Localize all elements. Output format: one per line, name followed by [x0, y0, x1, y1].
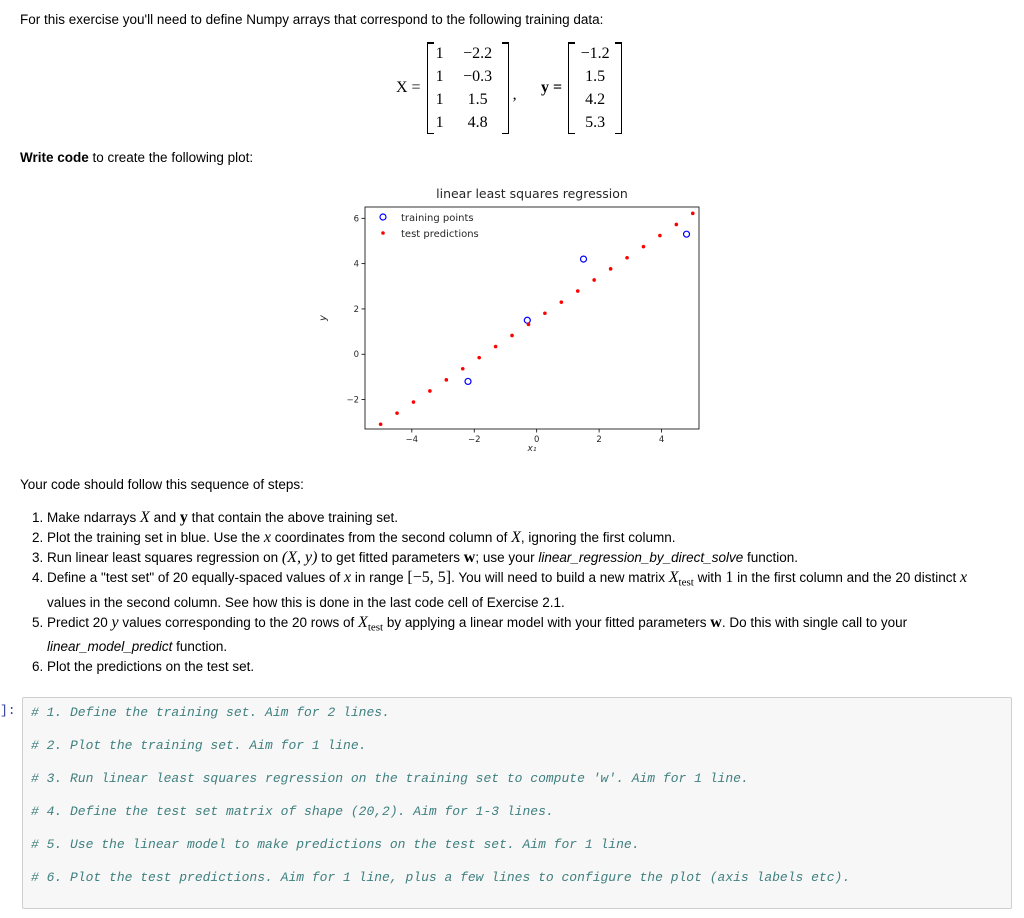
matrix-comma: ,	[512, 86, 517, 103]
vector-y-label-text: y =	[541, 79, 563, 96]
vector-y-body	[568, 42, 622, 134]
test-prediction-point	[560, 300, 564, 304]
code-line[interactable]: # 2. Plot the training set. Aim for 1 line.	[31, 738, 367, 753]
test-prediction-point	[428, 389, 432, 393]
test-prediction-point	[625, 256, 629, 260]
y-tick-label: 6	[353, 214, 359, 225]
matrix-x-label: X =	[396, 79, 421, 96]
vector-y-row	[572, 111, 618, 134]
x-axis-label: x₁	[527, 444, 537, 454]
x-tick-label: 0	[533, 435, 540, 445]
steps-intro: Your code should follow this sequence of steps:	[20, 477, 304, 492]
test-prediction-point	[576, 289, 580, 293]
step-4: 4. Define a "test set" of 20 equally-spaced values of x in range [−5, 5]. You will need to build a new matrix $X_{test}$ with 1 in the first column and the 20 distinct x values in the second column. See how this is done in the last code cell of Exercise 2.1.	[47, 568, 980, 613]
matrix-cell: 1.5	[467, 90, 488, 108]
matrix-cell: 1	[435, 90, 444, 108]
matrix-cell: 1	[435, 44, 444, 62]
y-tick-label: 0	[353, 350, 359, 361]
matrix-x-row	[430, 111, 506, 134]
y-tick-label: 4	[353, 259, 359, 270]
step-1: 1. Make ndarrays X and y that contain the above training set.	[47, 508, 980, 528]
step-6: 6. Plot the predictions on the test set.	[47, 657, 980, 677]
matrix-x	[396, 40, 517, 136]
write-code-text	[20, 149, 253, 167]
test-prediction-point	[543, 311, 547, 315]
x-tick-label: 2	[596, 435, 602, 445]
intro-text: For this exercise you'll need to define Numpy arrays that correspond to the following training data:	[20, 12, 604, 27]
vector-cell: 1.5	[585, 67, 606, 85]
y-axis-label: y	[318, 315, 329, 321]
vector-y-row	[572, 88, 618, 111]
chart-title: linear least squares regression	[436, 186, 628, 201]
code-cell-editor[interactable]	[22, 697, 1012, 909]
test-prediction-point	[395, 411, 399, 415]
test-prediction-point	[510, 334, 514, 338]
training-point	[581, 256, 587, 262]
test-prediction-point	[642, 245, 646, 249]
y-tick-label: −2	[346, 395, 359, 406]
test-prediction-point	[445, 378, 449, 382]
code-line[interactable]: # 1. Define the training set. Aim for 2 lines.	[31, 705, 390, 720]
training-point	[465, 378, 471, 384]
legend-label-test: test predictions	[401, 229, 479, 240]
vector-y-label	[541, 79, 562, 97]
vector-y	[541, 40, 622, 136]
matrix-x-row	[430, 65, 506, 88]
step-3: 3. Run linear least squares regression on (X, y) to get fitted parameters w; use your linear_regression_by_direct_solve function.	[47, 548, 980, 568]
matrix-x-row	[430, 42, 506, 65]
matrix-cell: 1	[435, 67, 444, 85]
legend-marker-test	[381, 231, 385, 235]
plot-frame	[365, 207, 699, 429]
y-tick-label: 2	[353, 304, 359, 315]
regression-chart	[306, 180, 726, 470]
code-line[interactable]: # 4. Define the test set matrix of shape (20,2). Aim for 1-3 lines.	[31, 804, 554, 819]
vector-y-row	[572, 65, 618, 88]
x-tick-label: −2	[467, 435, 481, 445]
vector-y-row	[572, 42, 618, 65]
vector-cell: 4.2	[585, 90, 606, 108]
steps-list	[20, 508, 980, 677]
x-tick-label: 4	[658, 435, 665, 445]
test-prediction-point	[494, 345, 498, 349]
matrix-cell: −2.2	[463, 44, 493, 62]
test-prediction-point	[379, 422, 383, 426]
test-prediction-point	[675, 223, 679, 227]
vector-cell: 5.3	[585, 113, 606, 131]
test-prediction-point	[527, 323, 531, 327]
code-line[interactable]: # 6. Plot the test predictions. Aim for 1 line, plus a few lines to configure the plot (axis labels etc).	[31, 870, 851, 885]
code-line[interactable]: # 3. Run linear least squares regression on the training set to compute 'w'. Aim for 1 line.	[31, 771, 749, 786]
vector-cell: −1.2	[580, 44, 610, 62]
matrix-x-body	[427, 42, 509, 134]
test-prediction-point	[477, 356, 481, 360]
write-code-rest: to create the following plot:	[88, 150, 254, 165]
training-point	[684, 231, 690, 237]
legend-label-training: training points	[401, 213, 474, 224]
test-prediction-point	[658, 234, 662, 238]
test-prediction-point	[609, 267, 613, 271]
test-prediction-point	[461, 367, 465, 371]
chart-legend	[380, 213, 479, 240]
code-line[interactable]: # 5. Use the linear model to make predictions on the test set. Aim for 1 line.	[31, 837, 640, 852]
step-2: 2. Plot the training set in blue. Use the x coordinates from the second column of X, ignoring the first column.	[47, 528, 980, 548]
matrix-cell: 1	[435, 113, 444, 131]
test-prediction-point	[592, 278, 596, 282]
matrix-x-row	[430, 88, 506, 111]
legend-marker-training	[380, 214, 386, 220]
matrix-cell: 4.8	[467, 113, 488, 131]
test-prediction-point	[691, 212, 695, 216]
training-point	[524, 317, 530, 323]
step-5: 5. Predict 20 y values corresponding to the 20 rows of $X_{test}$ by applying a linear model with your fitted parameters w. Do this with single call to your linear_model_predict function.	[47, 613, 980, 658]
x-tick-label: −4	[405, 435, 419, 445]
test-prediction-point	[412, 400, 416, 404]
write-code-bold: Write code	[20, 150, 89, 165]
cell-prompt: ]:	[0, 703, 16, 718]
matrix-cell: −0.3	[463, 67, 493, 85]
